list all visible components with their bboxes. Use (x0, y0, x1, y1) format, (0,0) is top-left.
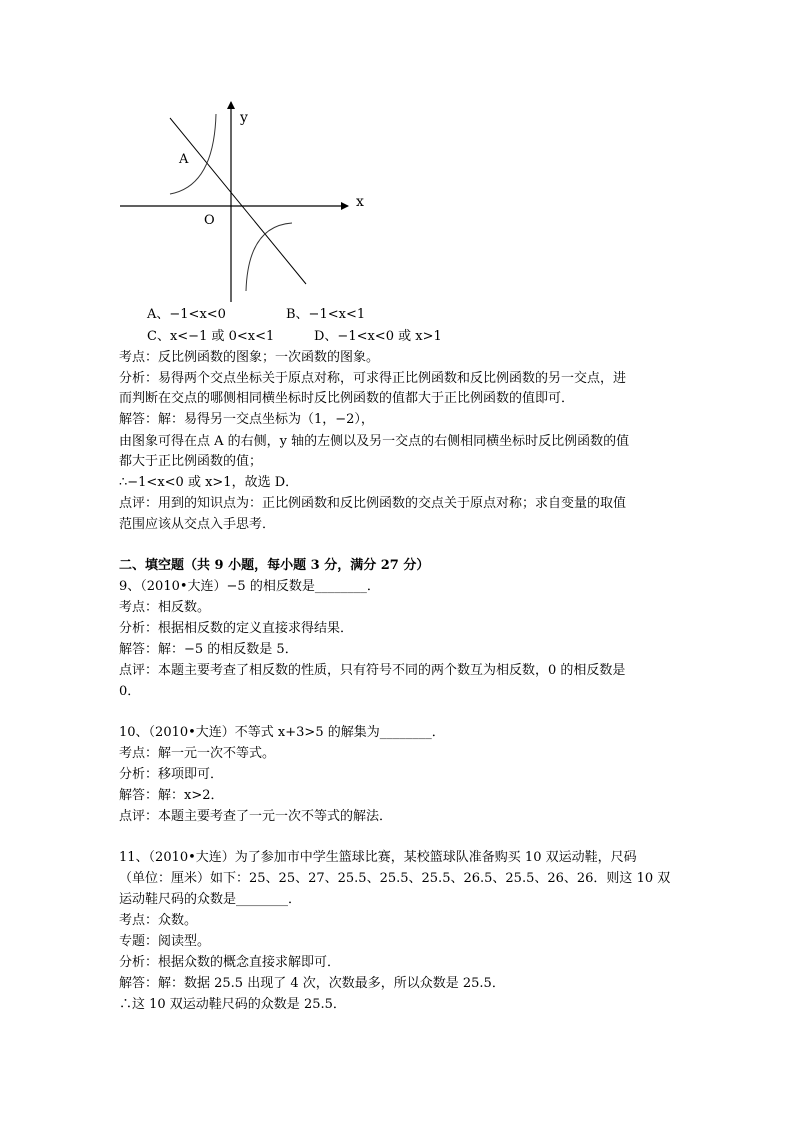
q11-question-line1: 11、（2010•大连）为了参加市中学生篮球比赛，某校篮球队准备购买 10 双运动鞋，尺码 (119, 850, 637, 865)
q11-jieda-line2: ∴这 10 双运动鞋尺码的众数是 25.5． (119, 997, 346, 1012)
q10-dianping: 点评：本题主要考查了一元一次不等式的解法． (119, 809, 393, 824)
q8-jieda-line1: 解答：解：易得另一交点坐标为（1，−2）， (119, 412, 374, 427)
q10-question: 10、（2010•大连）不等式 x+3>5 的解集为________． (119, 725, 445, 740)
q11-jieda-line1: 解答：解：数据 25.5 出现了 4 次，次数最多，所以众数是 25.5． (119, 976, 505, 991)
q11-fenxi: 分析：根据众数的概念直接求解即可． (119, 955, 341, 970)
q11-question-line2: （单位：厘米）如下：25、25、27、25.5、25.5、25.5、26.5、25.5、26、26．则这 10 双 (119, 871, 671, 886)
option-c: C、x<−1 或 0<x<1 (147, 329, 275, 344)
q9-jieda: 解答：解：−5 的相反数是 5． (119, 642, 298, 657)
option-b: B、−1<x<1 (286, 307, 366, 322)
q8-fenxi-line1: 分析：易得两个交点坐标关于原点对称，可求得正比例函数和反比例函数的另一交点，进 (119, 371, 627, 386)
q8-kaodian: 考点：反比例函数的图象；一次函数的图象。 (119, 350, 380, 365)
q11-kaodian: 考点：众数。 (119, 913, 198, 928)
q8-dianping-line1: 点评：用到的知识点为：正比例函数和反比例函数的交点关于原点对称；求自变量的取值 (119, 496, 627, 511)
section-2-title: 二、填空题（共 9 小题，每小题 3 分，满分 27 分） (119, 558, 430, 573)
origin-label: O (204, 213, 215, 228)
hyperbola-branch-lower-right (246, 223, 292, 291)
q8-jieda-line4: ∴−1<x<0 或 x>1，故选 D． (119, 475, 299, 490)
q9-fenxi: 分析：根据相反数的定义直接求得结果． (119, 621, 354, 636)
q8-dianping-line2: 范围应该从交点入手思考． (119, 517, 276, 532)
q8-jieda-line2: 由图象可得在点 A 的右侧，y 轴的左侧以及另一交点的右侧相同横坐标时反比例函数的值 (119, 434, 630, 449)
function-graph (118, 96, 378, 306)
q10-kaodian: 考点：解一元一次不等式。 (119, 746, 276, 761)
q9-kaodian: 考点：相反数。 (119, 600, 211, 615)
q11-question-line3: 运动鞋尺码的众数是________． (119, 892, 302, 907)
q8-jieda-line3: 都大于正比例函数的值； (119, 454, 263, 469)
q9-dianping-line2: 0． (119, 684, 141, 699)
q8-fenxi-line2: 而判断在交点的哪侧相同横坐标时反比例函数的值都大于正比例函数的值即可． (119, 391, 575, 406)
q10-fenxi: 分析：移项即可． (119, 767, 224, 782)
y-axis-label: y (240, 110, 248, 126)
x-axis-label: x (356, 194, 364, 210)
q11-zhuanti: 专题：阅读型。 (119, 934, 211, 949)
q9-dianping-line1: 点评：本题主要考查了相反数的性质，只有符号不同的两个数互为相反数，0 的相反数是 (119, 663, 626, 678)
linear-function-line (170, 118, 306, 284)
option-a: A、−1<x<0 (147, 307, 226, 322)
q9-question: 9、（2010•大连）−5 的相反数是________． (119, 579, 380, 594)
option-d: D、−1<x<0 或 x>1 (314, 329, 442, 344)
q10-jieda: 解答：解：x>2． (119, 788, 224, 803)
point-a-label: A (179, 152, 189, 167)
